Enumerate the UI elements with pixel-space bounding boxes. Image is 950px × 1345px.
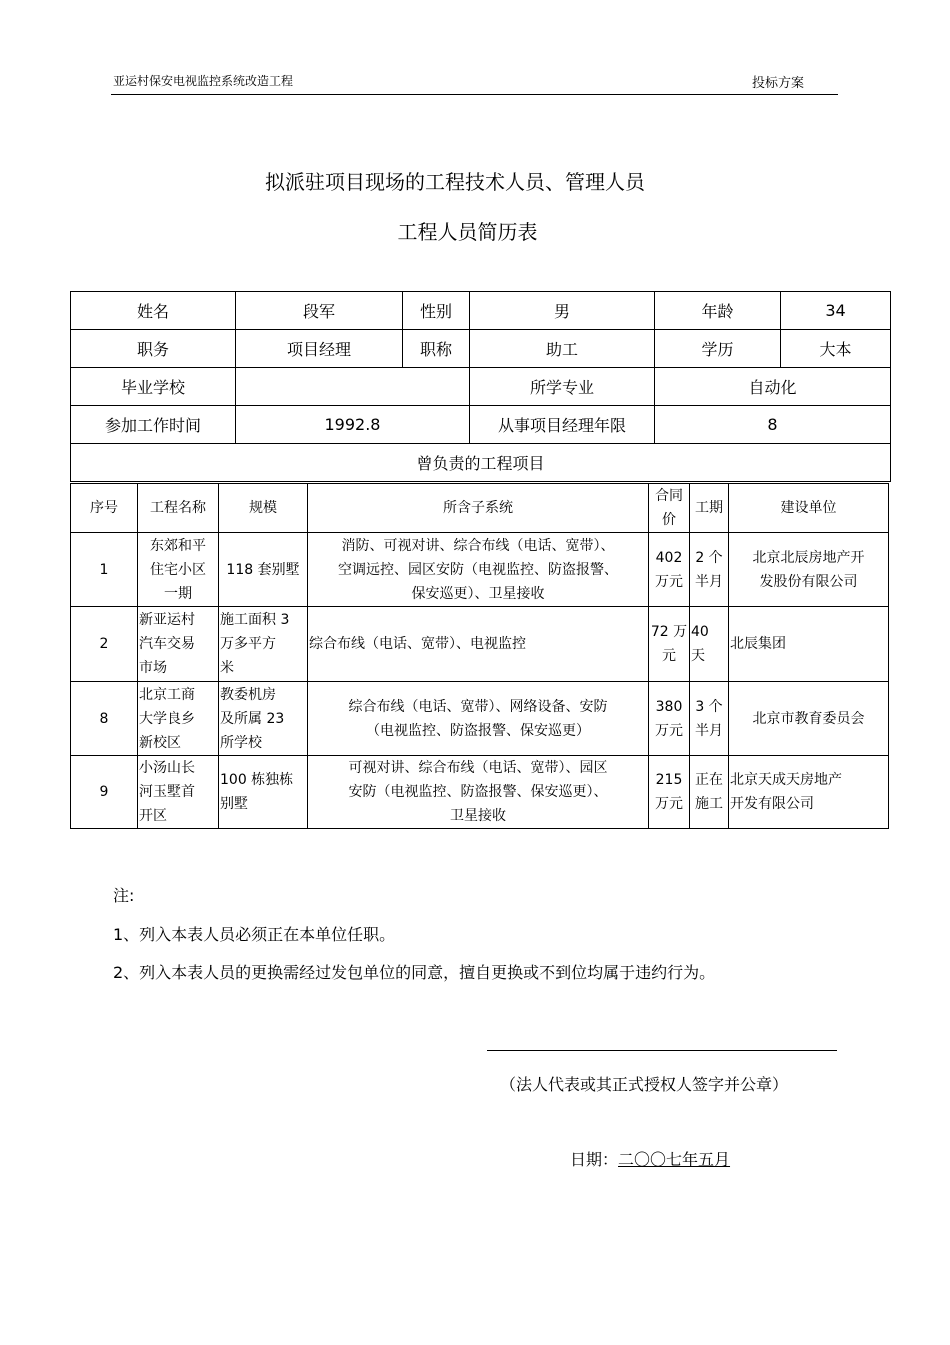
cell-name: 新亚运村 汽车交易 市场 (138, 607, 219, 682)
table-row (71, 607, 889, 682)
date-line (570, 1147, 730, 1170)
cell-period: 40 天 (690, 607, 729, 682)
projects-header-row (71, 484, 889, 533)
cell-price: 380 万元 (649, 682, 690, 756)
col-header-name: 工程名称 (138, 484, 219, 533)
col-header-no: 序号 (71, 484, 138, 533)
school-value (236, 368, 470, 406)
education-value: 大本 (781, 330, 891, 368)
education-label: 学历 (655, 330, 781, 368)
cell-name: 东郊和平 住宅小区 一期 (138, 533, 219, 607)
major-label: 所学专业 (470, 368, 655, 406)
col-header-contract-price: 合同 价 (649, 484, 690, 533)
cell-no: 1 (71, 533, 138, 607)
col-header-period: 工期 (690, 484, 729, 533)
col-header-subsystems: 所含子系统 (308, 484, 649, 533)
date-label: 日期： (570, 1150, 619, 1169)
personnel-info-table (70, 291, 891, 482)
header-project-name: 亚运村保安电视监控系统改造工程 (113, 74, 294, 88)
work-start-value: 1992.8 (236, 406, 470, 444)
cell-scale: 118 套别墅 (219, 533, 308, 607)
cell-subsystems: 综合布线（电话、宽带）、网络设备、安防 （电视监控、防盗报警、保安巡更） (308, 682, 649, 756)
cell-price: 215 万元 (649, 756, 690, 829)
cell-subsystems: 消防、可视对讲、综合布线（电话、宽带）、 空调远控、园区安防（电视监控、防盗报警、 保安巡更）、卫星接收 (308, 533, 649, 607)
cell-price: 402 万元 (649, 533, 690, 607)
note-1: 1、列入本表人员必须正在本单位任职。 (113, 925, 396, 944)
cell-scale: 100 栋独栋 别墅 (219, 756, 308, 829)
notes-label: 注: (113, 886, 135, 905)
cell-subsystems: 可视对讲、综合布线（电话、宽带）、园区 安防（电视监控、防盗报警、保安巡更）、 卫星接收 (308, 756, 649, 829)
cell-period: 2 个 半月 (690, 533, 729, 607)
name-label: 姓名 (71, 292, 236, 330)
gender-label: 性别 (403, 292, 470, 330)
table-row (71, 682, 889, 756)
cell-client: 北京市教育委员会 (729, 682, 889, 756)
cell-name: 小汤山长 河玉墅首 开区 (138, 756, 219, 829)
title-value: 助工 (470, 330, 655, 368)
cell-price: 72 万 元 (649, 607, 690, 682)
cell-scale: 施工面积 3 万多平方 米 (219, 607, 308, 682)
position-label: 职务 (71, 330, 236, 368)
col-header-client: 建设单位 (729, 484, 889, 533)
cell-scale: 教委机房 及所属 23 所学校 (219, 682, 308, 756)
table-row (71, 756, 889, 829)
title-label: 职称 (403, 330, 470, 368)
age-label: 年龄 (655, 292, 781, 330)
cell-no: 8 (71, 682, 138, 756)
col-header-scale: 规模 (219, 484, 308, 533)
pm-years-label: 从事项目经理年限 (470, 406, 655, 444)
header-rule (111, 94, 838, 95)
signature-caption: （法人代表或其正式授权人签字并公章） (500, 1075, 789, 1094)
cell-no: 2 (71, 607, 138, 682)
projects-table (70, 483, 889, 829)
cell-period: 正在 施工 (690, 756, 729, 829)
pm-years-value: 8 (655, 406, 891, 444)
position-value: 项目经理 (236, 330, 403, 368)
major-value: 自动化 (655, 368, 891, 406)
signature-line (487, 1050, 837, 1051)
cell-name: 北京工商 大学良乡 新校区 (138, 682, 219, 756)
name-value: 段军 (236, 292, 403, 330)
cell-period: 3 个 半月 (690, 682, 729, 756)
gender-value: 男 (470, 292, 655, 330)
header-doc-type: 投标方案 (751, 76, 804, 91)
work-start-label: 参加工作时间 (71, 406, 236, 444)
note-2: 2、列入本表人员的更换需经过发包单位的同意，擅自更换或不到位均属于违约行为。 (113, 963, 716, 982)
page-subtitle: 工程人员简历表 (397, 220, 538, 244)
cell-client: 北京天成天房地产 开发有限公司 (729, 756, 889, 829)
cell-subsystems: 综合布线（电话、宽带）、电视监控 (308, 607, 649, 682)
cell-client: 北京北辰房地产开 发股份有限公司 (729, 533, 889, 607)
age-value: 34 (781, 292, 891, 330)
page-title: 拟派驻项目现场的工程技术人员、管理人员 (265, 170, 645, 194)
cell-no: 9 (71, 756, 138, 829)
date-value: 二〇〇七年五月 (618, 1150, 731, 1169)
table-row (71, 533, 889, 607)
school-label: 毕业学校 (71, 368, 236, 406)
cell-client: 北辰集团 (729, 607, 889, 682)
projects-caption: 曾负责的工程项目 (71, 444, 891, 482)
